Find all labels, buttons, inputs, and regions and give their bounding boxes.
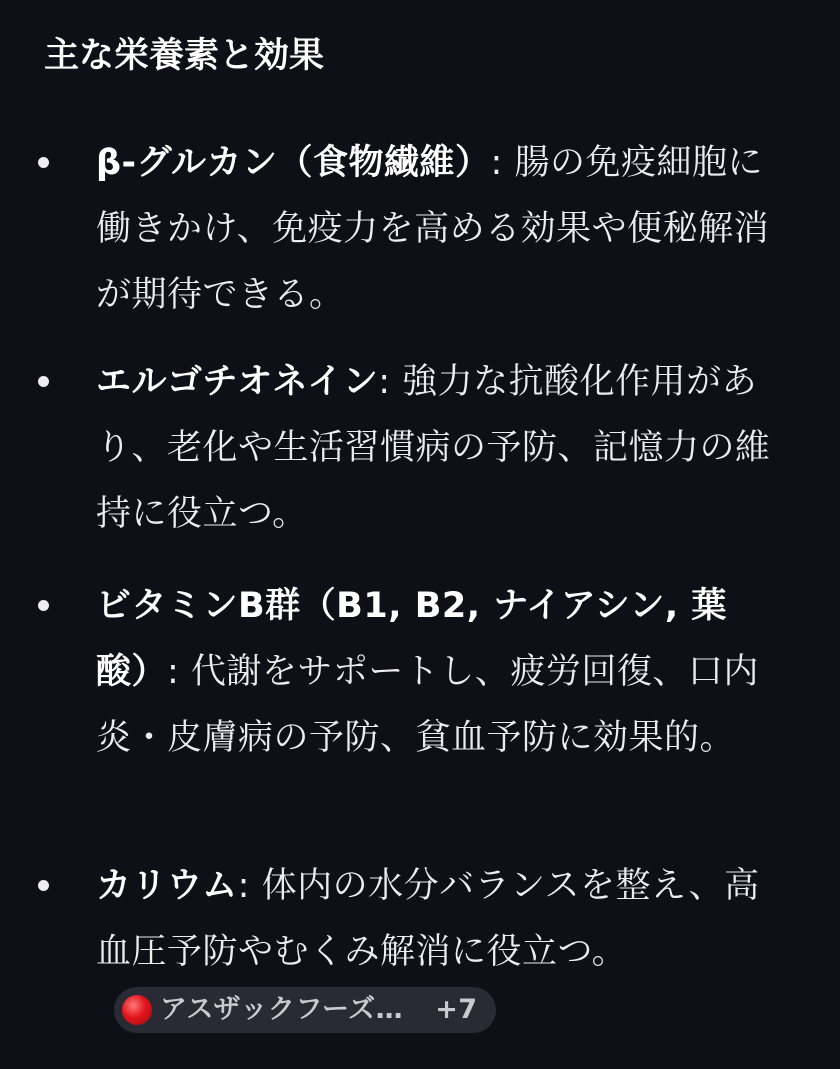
list-item-text xyxy=(96,853,786,1051)
nutrient-description: : 腸の免疫細胞に働きかけ、免疫力を高める効果や便秘解消が期待できる。 xyxy=(96,143,770,315)
nutrient-term: β-グルカン（食物繊維） xyxy=(96,143,491,183)
bullet-dot-icon xyxy=(38,376,49,387)
nutrient-description: : 強力な抗酸化作用があり、老化や生活習慣病の予防、記憶力の維持に役立つ。 xyxy=(96,362,771,534)
nutrient-term: カリウム xyxy=(96,866,238,906)
list-item-text xyxy=(96,573,786,771)
source-chip[interactable] xyxy=(114,987,496,1033)
nutrient-term: エルゴチオネイン xyxy=(96,362,379,402)
nutrient-description: : 代謝をサポートし、疲労回復、口内炎・皮膚病の予防、貧血予防に効果的。 xyxy=(96,652,759,758)
bullet-dot-icon xyxy=(38,600,49,611)
nutrient-description: : 体内の水分バランスを整え、高血圧予防やむくみ解消に役立つ。 xyxy=(96,866,760,972)
nutrient-term: ビタミンB群（B1, B2, ナイアシン, 葉酸） xyxy=(96,586,727,692)
bullet-dot-icon xyxy=(38,157,49,168)
list-item-text xyxy=(96,130,786,328)
source-chip-count: +7 xyxy=(435,994,478,1025)
source-chip-label: アスザックフーズ… xyxy=(160,994,404,1025)
bullet-dot-icon xyxy=(38,880,49,891)
section-title: 主な栄養素と効果 xyxy=(44,36,325,76)
red-circle-icon xyxy=(122,995,152,1025)
list-item-text xyxy=(96,349,786,547)
